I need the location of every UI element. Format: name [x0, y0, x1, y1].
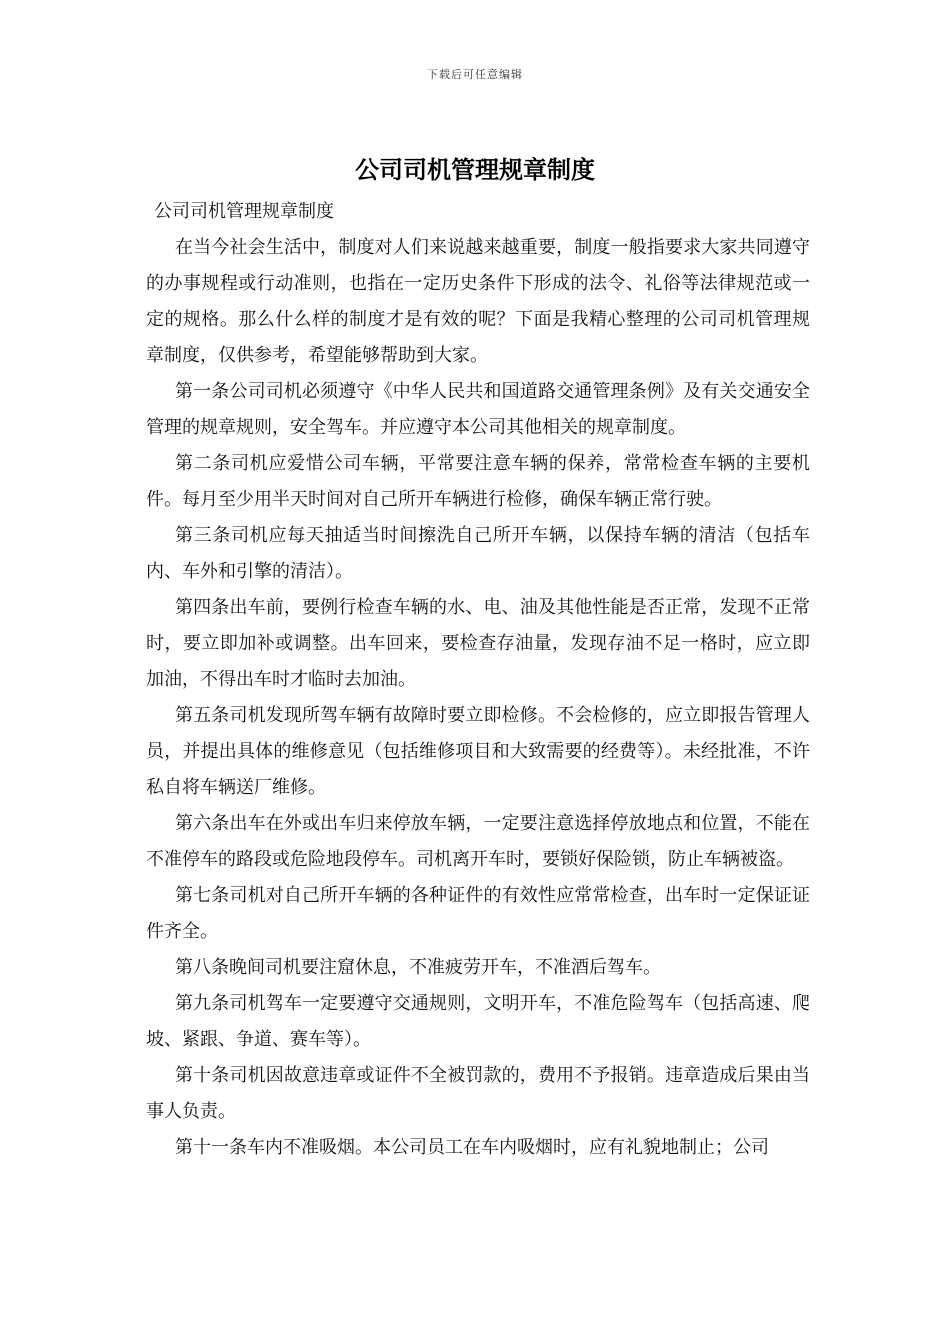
paragraph-article-5: 第五条司机发现所驾车辆有故障时要立即检修。不会检修的，应立即报告管理人员，并提出具体的维修意见（包括维修项目和大致需要的经费等）。未经批准，不许私自将车辆送厂维修。 — [146, 705, 810, 798]
paragraph-intro: 在当今社会生活中，制度对人们来说越来越重要，制度一般指要求大家共同遵守的办事规程或行动准则，也指在一定历史条件下形成的法令、礼俗等法律规范或一定的规格。那么什么样的制度才是有效的呢？下面是我精心整理的公司司机管理规章制度，仅供参考，希望能够帮助到大家。 — [146, 237, 810, 366]
document-body — [146, 194, 810, 1166]
paragraph-article-8: 第八条晚间司机要注窟休息，不准疲劳开车，不准酒后驾车。 — [175, 957, 661, 978]
paragraph-article-3: 第三条司机应每天抽适当时间擦洗自己所开车辆，以保持车辆的清洁（包括车内、车外和引擎的清洁）。 — [146, 525, 810, 582]
paragraph-article-4: 第四条出车前，要例行检查车辆的水、电、油及其他性能是否正常，发现不正常时，要立即加补或调整。出车回来，要检查存油量，发现存油不足一格时，应立即加油，不得出车时才临时去加油。 — [146, 597, 810, 690]
paragraph-article-11: 第十一条车内不准吸烟。本公司员工在车内吸烟时，应有礼貌地制止；公司 — [175, 1137, 769, 1158]
paragraph-article-6: 第六条出车在外或出车归来停放车辆，一定要注意选择停放地点和位置，不能在不准停车的路段或危险地段停车。司机离开车时，要锁好保险锁，防止车辆被盗。 — [146, 813, 810, 870]
paragraph-article-10: 第十条司机因故意违章或证件不全被罚款的，费用不予报销。违章造成后果由当事人负责。 — [146, 1065, 810, 1122]
header-note: 下载后可任意编辑 — [427, 68, 523, 81]
paragraph-article-7: 第七条司机对自己所开车辆的各种证件的有效性应常常检查，出车时一定保证证件齐全。 — [146, 885, 810, 942]
document-title: 公司司机管理规章制度 — [355, 155, 595, 184]
paragraph-article-1: 第一条公司司机必须遵守《中华人民共和国道路交通管理条例》及有关交通安全管理的规章规则，安全驾车。并应遵守本公司其他相关的规章制度。 — [146, 381, 810, 438]
paragraph-article-9: 第九条司机驾车一定要遵守交通规则，文明开车，不准危险驾车（包括高速、爬坡、紧跟、争道、赛车等）。 — [146, 993, 810, 1050]
paragraph-article-2: 第二条司机应爱惜公司车辆，平常要注意车辆的保养，常常检查车辆的主要机件。每月至少用半天时间对自己所开车辆进行检修，确保车辆正常行驶。 — [146, 453, 810, 510]
document-subtitle: 公司司机管理规章制度 — [154, 201, 334, 222]
